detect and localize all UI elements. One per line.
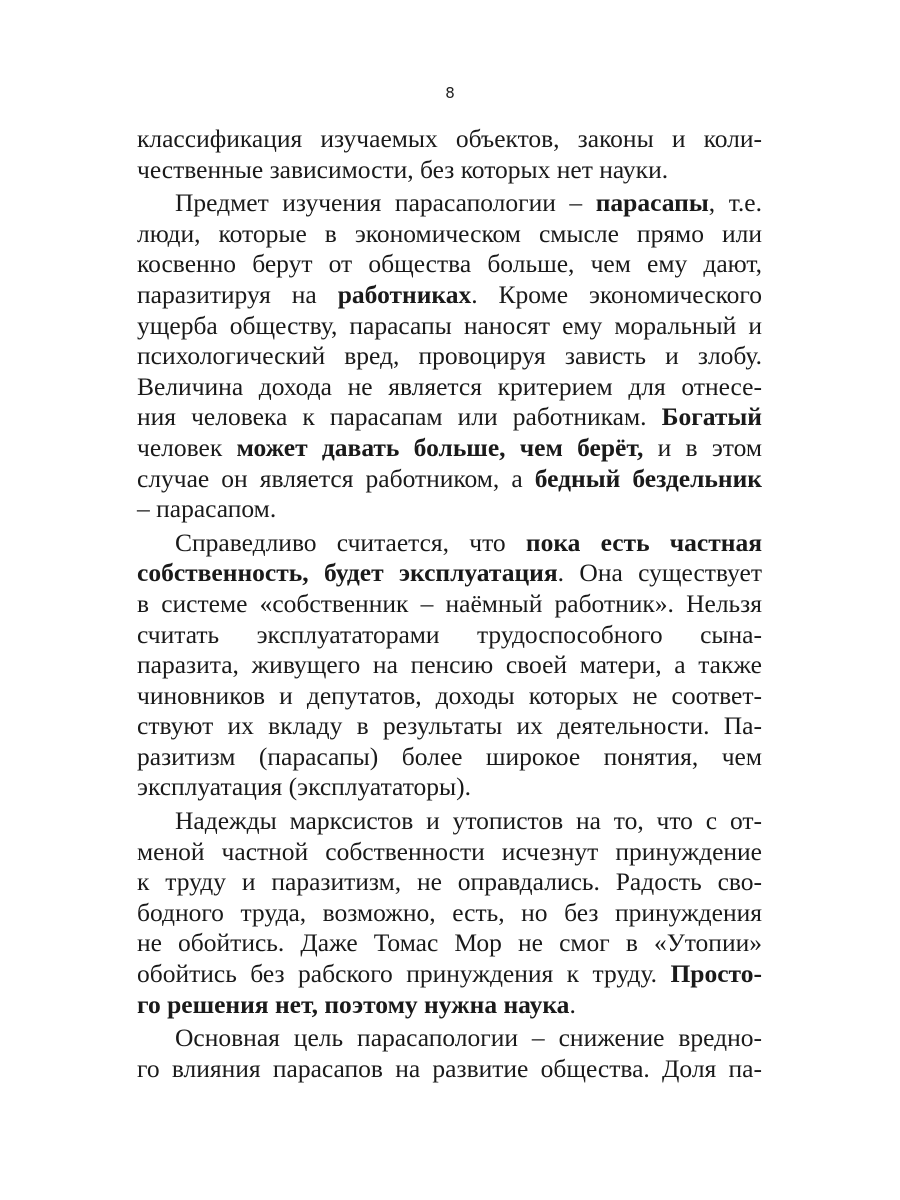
text-line xyxy=(137,341,762,372)
text-line xyxy=(137,311,762,342)
text-line xyxy=(137,402,762,433)
text-line xyxy=(137,188,762,219)
bold-text: может давать больше, чем берёт, xyxy=(236,432,644,462)
bold-text: работниках xyxy=(337,279,472,309)
paragraph xyxy=(137,188,762,525)
bold-text: бедный бездельник xyxy=(534,463,762,493)
text-run: люди, которые в экономическом смысле прямо или xyxy=(137,218,762,248)
text-run: Величина дохода не является критерием для отнесе- xyxy=(137,371,762,401)
text-line xyxy=(137,494,762,525)
text-run: косвенно берут от общества больше, чем ему дают, xyxy=(137,249,762,279)
text-run: Предмет изучения парасапологии – xyxy=(175,188,596,218)
text-line xyxy=(137,1023,762,1054)
paragraph xyxy=(137,124,762,185)
text-run: – парасапом. xyxy=(137,494,277,524)
text-run: считать эксплуататорами трудоспособного сына- xyxy=(137,619,762,649)
text-line xyxy=(137,280,762,311)
text-line xyxy=(137,928,762,959)
bold-text: парасапы xyxy=(595,188,709,218)
text-line xyxy=(137,249,762,280)
text-run: меной частной собственности исчезнут принуждение xyxy=(137,836,762,866)
text-line xyxy=(137,711,762,742)
bold-text: го решения нет, поэтому нужна наука xyxy=(137,989,570,1019)
text-line xyxy=(137,464,762,495)
text-run: обойтись без рабского принуждения к труду. xyxy=(137,959,671,989)
text-line xyxy=(137,1054,762,1085)
text-run: психологический вред, провоцируя зависть и злобу. xyxy=(137,341,762,371)
paragraph xyxy=(137,1023,762,1084)
text-run: го влияния парасапов на развитие общества. Доля па- xyxy=(137,1053,762,1083)
text-run: Справедливо считается, что xyxy=(175,527,526,557)
text-line xyxy=(137,959,762,990)
text-run: эксплуатация (эксплуататоры). xyxy=(137,772,472,802)
text-line xyxy=(137,620,762,651)
text-line xyxy=(137,650,762,681)
text-run: паразита, живущего на пенсию своей матери, а также xyxy=(137,650,762,680)
text-line xyxy=(137,124,762,155)
text-run: разитизм (парасапы) более широкое понятия, чем xyxy=(137,741,762,771)
text-run: паразитируя на xyxy=(137,279,338,309)
text-run: классификация изучаемых объектов, законы и коли- xyxy=(137,124,762,153)
bold-text: пока есть частная xyxy=(525,527,763,557)
text-run: к труду и паразитизм, не оправдались. Радость сво- xyxy=(137,867,762,897)
text-line xyxy=(137,837,762,868)
text-run: Надежды марксистов и утопистов на то, что с от- xyxy=(175,806,762,836)
text-line xyxy=(137,990,762,1021)
text-line xyxy=(137,372,762,403)
text-line xyxy=(137,898,762,929)
text-run: Основная цель парасапологии – снижение вредно- xyxy=(175,1023,762,1053)
text-run: ущерба обществу, парасапы наносят ему моральный и xyxy=(137,310,762,340)
paragraph xyxy=(137,806,762,1020)
text-line xyxy=(137,742,762,773)
text-run: ния человека к парасапам или работникам. xyxy=(137,402,662,432)
text-run: и в этом xyxy=(643,432,763,462)
body-text xyxy=(137,124,762,1084)
bold-text: Богатый xyxy=(661,402,762,432)
text-line xyxy=(137,681,762,712)
text-line xyxy=(137,155,762,186)
page-number: 8 xyxy=(445,84,455,102)
text-run: не обойтись. Даже Томас Мор не смог в «Утопии» xyxy=(137,928,762,958)
text-line xyxy=(137,558,762,589)
text-line xyxy=(137,589,762,620)
text-run: ствуют их вкладу в результаты их деятельности. Па- xyxy=(137,711,762,741)
text-run: бодного труда, возможно, есть, но без принуждения xyxy=(137,897,762,927)
text-run: человек xyxy=(137,432,237,462)
text-run: , т.е. xyxy=(708,188,762,218)
text-run: случае он является работником, а xyxy=(137,463,535,493)
text-line xyxy=(137,772,762,803)
text-run: . Она существует xyxy=(557,558,762,588)
paragraph xyxy=(137,528,762,803)
text-run: чественные зависимости, без которых нет науки. xyxy=(137,154,669,184)
text-line xyxy=(137,219,762,250)
text-line xyxy=(137,806,762,837)
text-run: в системе «собственник – наёмный работник». Нельзя xyxy=(137,588,762,618)
bold-text: Просто- xyxy=(670,959,762,989)
text-run: . xyxy=(569,989,576,1019)
bold-text: собственность, будет эксплуатация xyxy=(137,558,558,588)
text-line xyxy=(137,433,762,464)
text-run: чиновников и депутатов, доходы которых не соответ- xyxy=(137,680,762,710)
text-run: . Кроме экономического xyxy=(471,279,762,309)
text-line xyxy=(137,528,762,559)
text-line xyxy=(137,867,762,898)
